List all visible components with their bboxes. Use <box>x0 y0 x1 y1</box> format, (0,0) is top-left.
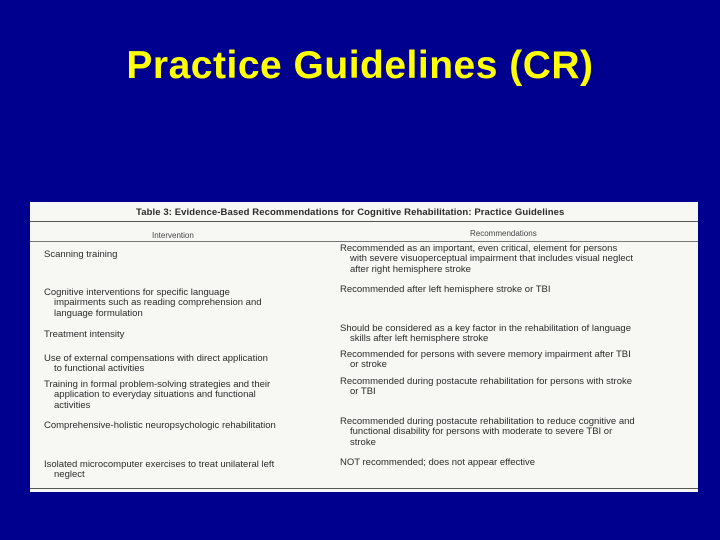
recommendation-text-line: Recommended as an important, even critical, element for persons <box>340 243 618 254</box>
recommendation-text-line: Should be considered as a key factor in the rehabilitation of language <box>340 323 632 334</box>
intervention-cell <box>44 380 270 411</box>
intervention-text-line: Cognitive interventions for specific language <box>44 287 230 298</box>
intervention-text-line: application to everyday situations and functional <box>54 389 256 401</box>
recommendations-column-header: Recommendations <box>470 229 537 238</box>
intervention-cell <box>44 330 124 340</box>
recommendation-text-line: or stroke <box>350 359 387 371</box>
intervention-text-line: activities <box>54 399 91 411</box>
recommendation-text-line: Recommended for persons with severe memory impairment after TBI <box>340 349 631 360</box>
recommendation-text-line: with severe visuoperceptual impairment that includes visual neglect <box>350 253 634 265</box>
recommendation-cell <box>340 377 632 398</box>
intervention-cell <box>44 250 117 260</box>
intervention-text-line: impairments such as reading comprehension and <box>54 297 262 309</box>
recommendation-text-line: or TBI <box>350 386 376 398</box>
intervention-cell <box>44 421 276 431</box>
recommendation-cell <box>340 458 535 468</box>
intervention-cell <box>44 288 262 319</box>
intervention-text-line: Training in formal problem-solving strategies and their <box>44 379 271 390</box>
intervention-text-line: Comprehensive-holistic neuropsychologic rehabilitation <box>44 420 276 431</box>
recommendation-text-line: stroke <box>350 436 376 448</box>
intervention-text-line: neglect <box>54 469 85 481</box>
recommendation-text-line: functional disability for persons with moderate to severe TBI or <box>350 426 613 438</box>
intervention-text-line: Use of external compensations with direct application <box>44 353 268 364</box>
intervention-text-line: language formulation <box>54 307 143 319</box>
table-top-rule <box>30 221 698 222</box>
recommendation-text-line: after right hemisphere stroke <box>350 263 471 275</box>
table-image <box>30 202 698 492</box>
table-title: Table 3: Evidence-Based Recommendations for Cognitive Rehabilitation: Practice Guidelines <box>136 207 565 218</box>
recommendation-cell <box>340 244 633 275</box>
recommendation-cell <box>340 350 631 371</box>
intervention-cell <box>44 460 274 481</box>
intervention-cell <box>44 354 268 375</box>
intervention-text-line: Treatment intensity <box>44 329 125 340</box>
recommendation-text-line: Recommended during postacute rehabilitation to reduce cognitive and <box>340 416 635 427</box>
intervention-text-line: to functional activities <box>54 363 145 375</box>
intervention-text-line: Isolated microcomputer exercises to treat unilateral left <box>44 459 275 470</box>
recommendation-cell <box>340 285 551 295</box>
table-bottom-rule <box>30 488 698 489</box>
table-header-rule <box>30 241 698 242</box>
intervention-text-line: Scanning training <box>44 249 118 260</box>
recommendation-text-line: Recommended during postacute rehabilitation for persons with stroke <box>340 376 633 387</box>
recommendation-cell <box>340 417 635 448</box>
recommendation-text-line: NOT recommended; does not appear effective <box>340 457 536 468</box>
recommendation-text-line: skills after left hemisphere stroke <box>350 333 489 345</box>
intervention-column-header: Intervention <box>152 231 194 240</box>
recommendation-text-line: Recommended after left hemisphere stroke or TBI <box>340 284 551 295</box>
slide-title: Practice Guidelines (CR) <box>126 44 594 87</box>
recommendation-cell <box>340 324 631 345</box>
